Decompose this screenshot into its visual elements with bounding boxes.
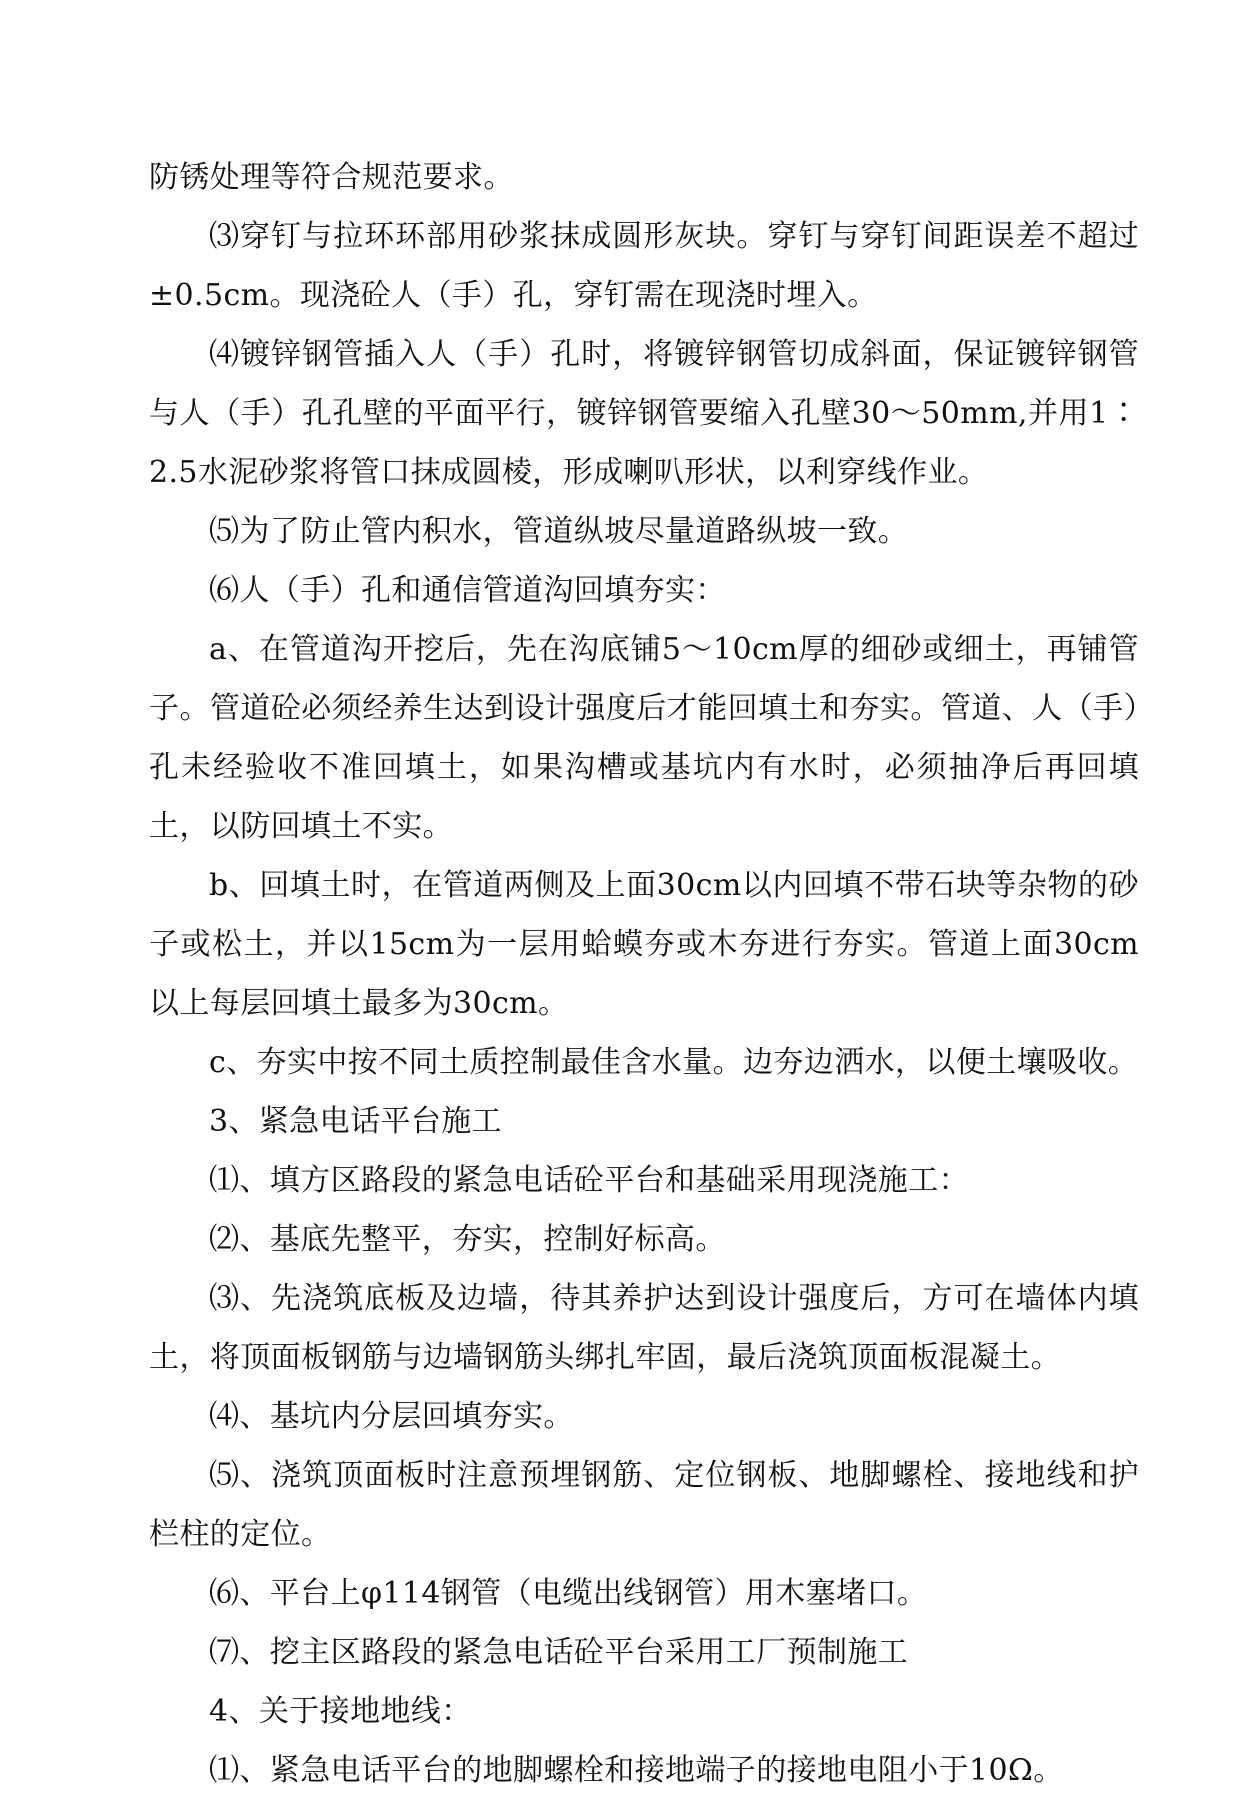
- paragraph-grounding-1: ⑴、紧急电话平台的地脚螺栓和接地端子的接地电阻小于10Ω。: [209, 1753, 1064, 1788]
- paragraph-platform-1: ⑴、填方区路段的紧急电话砼平台和基础采用现浇施工：: [209, 1163, 969, 1198]
- section-heading-3: 3、紧急电话平台施工: [209, 1104, 503, 1139]
- paragraph-sub-c: c、夯实中按不同土质控制最佳含水量。边夯边洒水，以便土壤吸收。: [209, 1045, 1139, 1080]
- paragraph-rust-prevention: 防锈处理等符合规范要求。: [149, 160, 514, 195]
- paragraph-item-4-galvanized-pipe: ⑷镀锌钢管插入人（手）孔时，将镀锌钢管切成斜面，保证镀锌钢管与人（手）孔孔壁的平面平行，镀锌钢管要缩入孔壁30～50mm,并用1∶2.5水泥砂浆将管口抹成圆棱，形成喇叭形状，以利穿线作业。: [149, 337, 1139, 490]
- paragraph-platform-2: ⑵、基底先整平，夯实，控制好标高。: [209, 1222, 726, 1257]
- paragraph-platform-6: ⑹、平台上φ114钢管（电缆出线钢管）用木塞堵口。: [209, 1576, 928, 1611]
- paragraph-platform-7: ⑺、挖主区路段的紧急电话砼平台采用工厂预制施工: [209, 1635, 909, 1670]
- paragraph-sub-b: b、回填土时，在管道两侧及上面30cm以内回填不带石块等杂物的砂子或松土，并以15cm为一层用蛤蟆夯或木夯进行夯实。管道上面30cm以上每层回填土最多为30cm。: [149, 868, 1139, 1021]
- document-body: [149, 148, 1139, 1800]
- paragraph-sub-a: a、在管道沟开挖后，先在沟底铺5～10cm厚的细砂或细土，再铺管子。管道砼必须经养生达到设计强度后才能回填土和夯实。管道、人（手）孔未经验收不准回填土，如果沟槽或基坑内有水时，必须抽净后再回填土，以防回填土不实。: [149, 632, 1139, 844]
- section-heading-4: 4、关于接地地线：: [209, 1694, 472, 1729]
- paragraph-platform-5: ⑸、浇筑顶面板时注意预埋钢筋、定位钢板、地脚螺栓、接地线和护栏柱的定位。: [149, 1458, 1139, 1552]
- paragraph-platform-4: ⑷、基坑内分层回填夯实。: [209, 1399, 574, 1434]
- paragraph-item-5-water: ⑸为了防止管内积水，管道纵坡尽量道路纵坡一致。: [209, 514, 909, 549]
- paragraph-item-3-nail: ⑶穿钉与拉环环部用砂浆抹成圆形灰块。穿钉与穿钉间距误差不超过±0.5cm。现浇砼人（手）孔，穿钉需在现浇时埋入。: [149, 219, 1139, 313]
- paragraph-platform-3: ⑶、先浇筑底板及边墙，待其养护达到设计强度后，方可在墙体内填土，将顶面板钢筋与边墙钢筋头绑扎牢固，最后浇筑顶面板混凝土。: [149, 1281, 1139, 1375]
- paragraph-item-6-backfill: ⑹人（手）孔和通信管道沟回填夯实：: [209, 573, 726, 608]
